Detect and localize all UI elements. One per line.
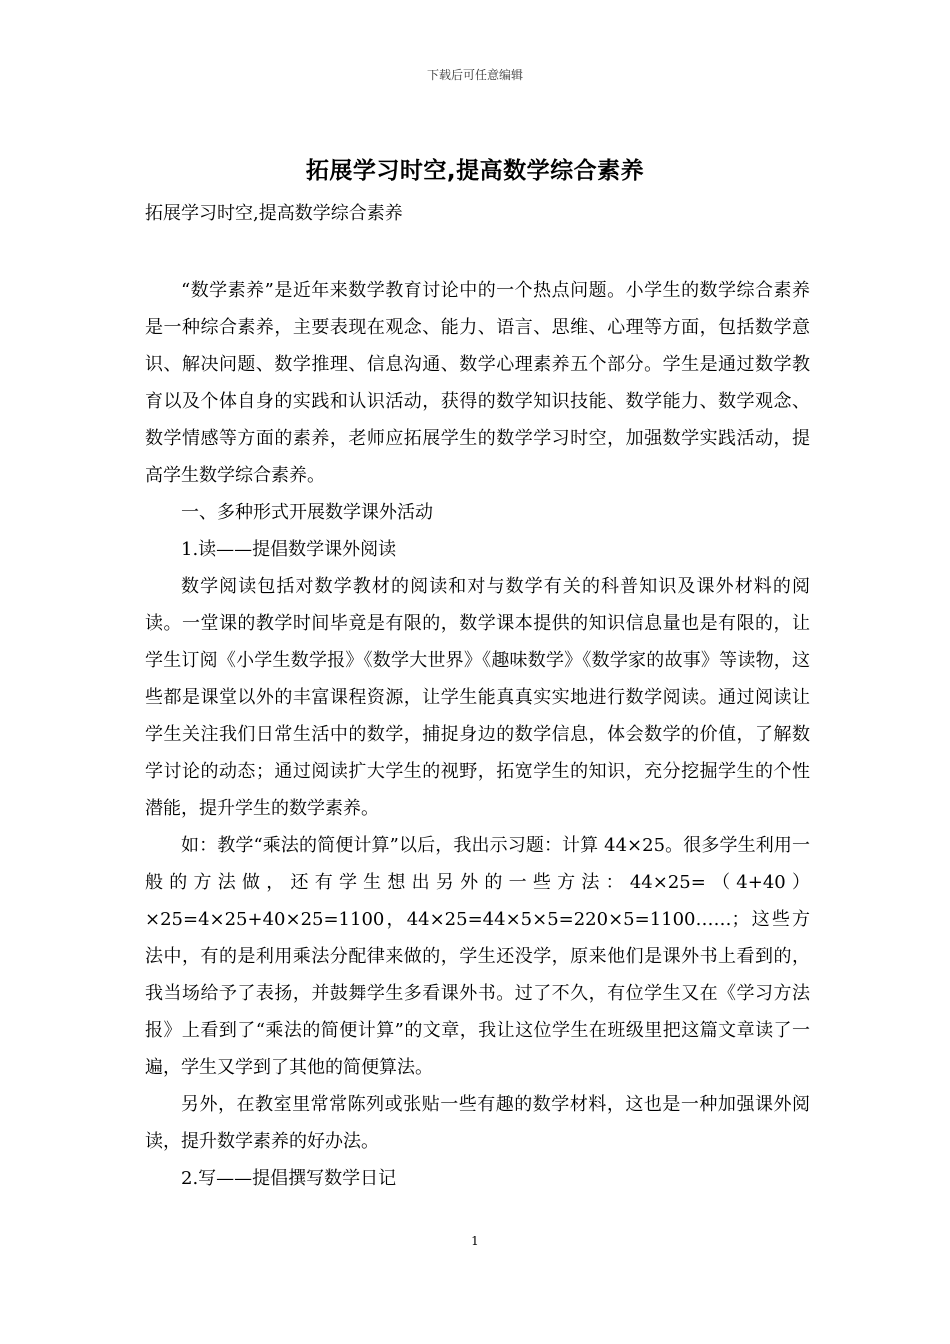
document-subtitle: 拓展学习时空,提高数学综合素养 [145, 203, 403, 224]
paragraph-reading: 数学阅读包括对数学教材的阅读和对与数学有关的科普知识及课外材料的阅读。一堂课的教学时间毕竟是有限的，数学课本提供的知识信息量也是有限的，让学生订阅《小学生数学报》《数学大世界》《趣味数学》《数学家的故事》等读物，这些都是课堂以外的丰富课程资源，让学生能真真实实地进行数学阅读。通过阅读让学生关注我们日常生活中的数学，捕捉身边的数学信息，体会数学的价值，了解数学讨论的动态；通过阅读扩大学生的视野，拓宽学生的知识，充分挖掘学生的个性潜能，提升学生的数学素养。 [145, 576, 810, 819]
document-title: 拓展学习时空,提高数学综合素养 [305, 158, 645, 184]
document-body [145, 272, 810, 1197]
paragraph-display: 另外，在教室里常常陈列或张贴一些有趣的数学材料，这也是一种加强课外阅读，提升数学素养的好办法。 [145, 1094, 810, 1152]
header-note: 下载后可任意编辑 [426, 68, 523, 82]
subsection-heading-read: 1.读——提倡数学课外阅读 [181, 539, 397, 560]
subsection-heading-write: 2.写——提倡撰写数学日记 [181, 1168, 397, 1189]
page-number: 1 [471, 1234, 479, 1248]
paragraph-intro: “数学素养”是近年来数学教育讨论中的一个热点问题。小学生的数学综合素养是一种综合素养，主要表现在观念、能力、语言、思维、心理等方面，包括数学意识、解决问题、数学推理、信息沟通、数学心理素养五个部分。学生是通过数学教育以及个体自身的实践和认识活动，获得的数学知识技能、数学能力、数学观念、数学情感等方面的素养，老师应拓展学生的数学学习时空，加强数学实践活动，提高学生数学综合素养。 [145, 280, 810, 486]
paragraph-example: 如：教学“乘法的简便计算”以后，我出示习题：计算 44×25。很多学生利用一般的方法做，还有学生想出另外的一些方法：44×25=（4+40）×25=4×25+40×25=1100，44×25=44×5×5=220×5=1100……；这些方法中，有的是利用乘法分配律来做的，学生还没学，原来他们是课外书上看到的，我当场给予了表扬，并鼓舞学生多看课外书。过了不久，有位学生又在《学习方法报》上看到了“乘法的简便计算”的文章，我让这位学生在班级里把这篇文章读了一遍，学生又学到了其他的简便算法。 [145, 835, 810, 1078]
section-heading: 一、多种形式开展数学课外活动 [181, 502, 433, 523]
